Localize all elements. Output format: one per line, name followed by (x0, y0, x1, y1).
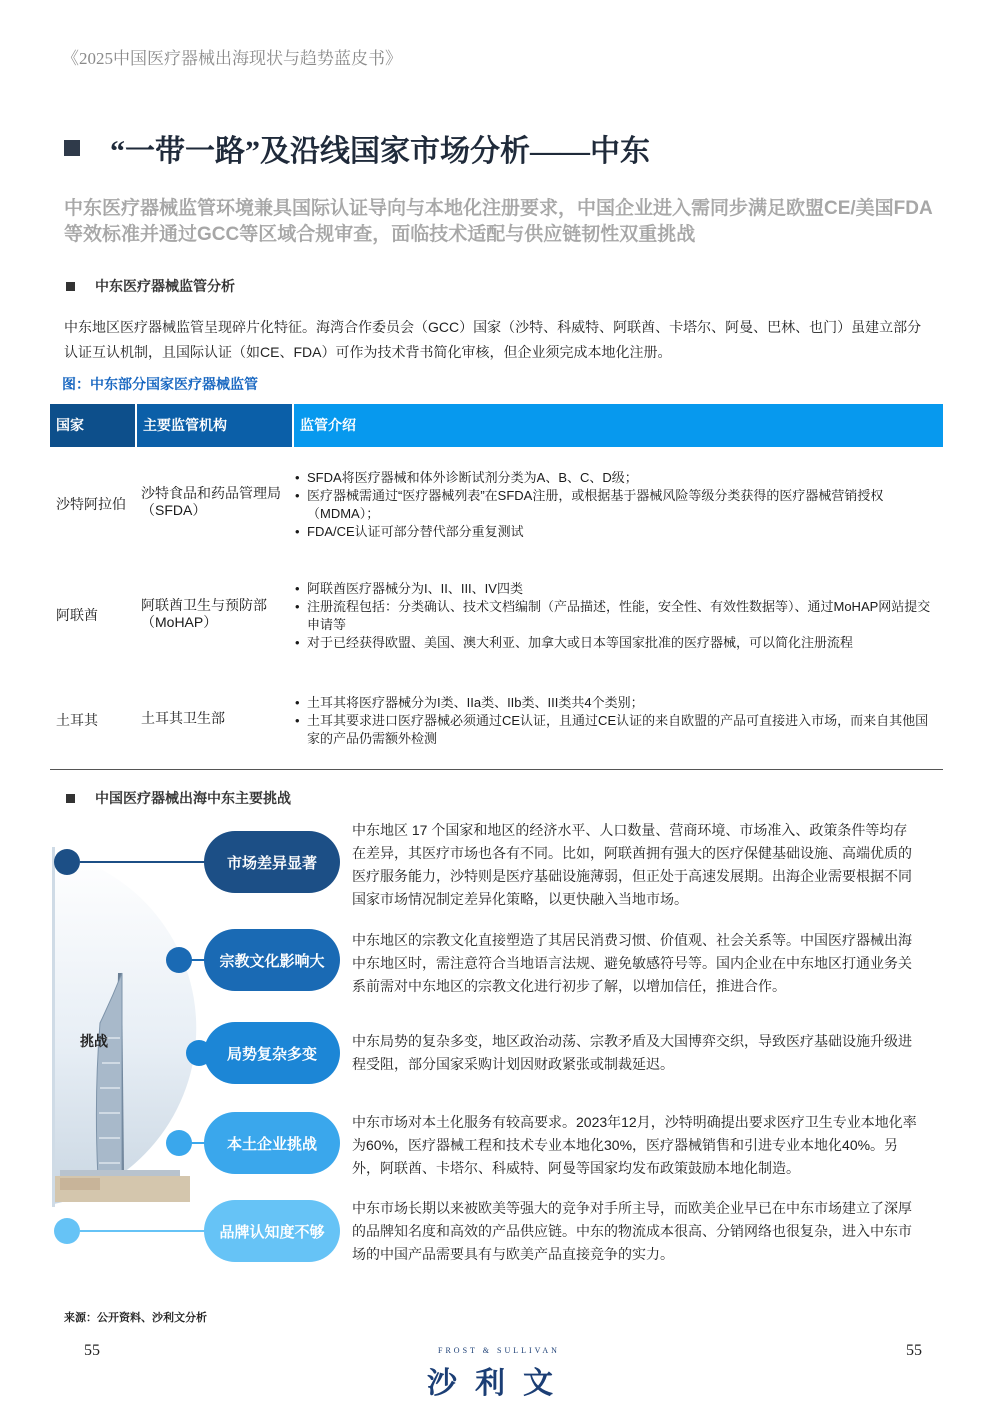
page-number-right: 55 (906, 1342, 922, 1359)
section-heading-regulation (66, 276, 235, 296)
country-cell: 沙特阿拉伯 (56, 496, 126, 512)
table-row (50, 578, 943, 658)
timeline-dot (54, 849, 80, 875)
section-heading-text: 中东医疗器械监管分析 (95, 280, 235, 295)
note-item: • FDA/CE认证可部分替代部分重复测试 (295, 523, 935, 541)
note-item: • 土耳其将医疗器械分为I类、IIa类、IIb类、III类共4个类别； (295, 694, 935, 712)
connector-line (80, 861, 208, 863)
square-bullet-icon (66, 794, 75, 803)
section-heading-text: 中国医疗器械出海中东主要挑战 (95, 792, 291, 807)
section-heading-challenges (66, 788, 291, 808)
source-note: 来源：公开资料、沙利文分析 (64, 1312, 207, 1324)
challenge-text: 中东局势的复杂多变，地区政治动荡、宗教矛盾及大国博弈交织，导致医疗基础设施升级进程受阻，部分国家采购计划因财政紧张或制裁延迟。 (352, 1033, 912, 1072)
timeline-vertical-line (52, 847, 55, 1207)
page-title: “一带一路”及沿线国家市场分析——中东 (110, 135, 650, 168)
note-item: • 阿联酋医疗器械分为I、II、III、IV四类 (295, 580, 935, 598)
challenge-text: 中东市场对本土化服务有较高要求。2023年12月，沙特明确提出要求医疗卫生专业本地化率为60%，医疗器械工程和技术专业本地化30%，医疗器械销售和引进专业本地化40%。另外，阿联酋、卡塔尔、科威特、阿曼等国家均发布政策鼓励本地化制造。 (352, 1114, 917, 1176)
country-cell: 土耳其 (56, 712, 98, 728)
agency-cell: 土耳其卫生部 (141, 710, 225, 726)
note-item: • 医疗器械需通过“医疗器械列表”在SFDA注册，或根据基于器械风险等级分类获得的医疗器械营销授权（MDMA）； (295, 487, 935, 523)
column-header-agency: 主要监管机构 (137, 404, 292, 447)
table-bottom-divider (50, 769, 943, 770)
title-row (64, 126, 650, 170)
challenge-pill-religion-culture: 宗教文化影响大 (204, 929, 340, 991)
table-row (50, 692, 943, 752)
challenge-pill-complex-situation: 局势复杂多变 (204, 1022, 340, 1084)
column-header-notes: 监管介绍 (294, 404, 943, 447)
note-item: • 注册流程包括：分类确认、技术文档编制（产品描述，性能，安全性、有效性数据等）、通过MoHAP网站提交申请等 (295, 598, 935, 634)
document-header: 《2025中国医疗器械出海现状与趋势蓝皮书》 (62, 49, 402, 68)
challenge-text: 中东市场长期以来被欧美等强大的竞争对手所主导，而欧美企业早已在中东市场建立了深厚的品牌知名度和高效的产品供应链。中东的物流成本很高、分销网络也很复杂，进入中东市场的中国产品需要具有与欧美产品直接竞争的实力。 (352, 1200, 912, 1262)
timeline-dot (166, 1130, 192, 1156)
page-number-left: 55 (84, 1342, 100, 1359)
brand-logo-chinese: 沙利文 (427, 1367, 571, 1400)
page-subtitle: 中东医疗器械监管环境兼具国际认证导向与本地化注册要求，中国企业进入需同步满足欧盟CE/美国FDA等效标准并通过GCC等区域合规审查，面临技术适配与供应链韧性双重挑战 (64, 198, 933, 245)
country-cell: 阿联酋 (56, 607, 98, 623)
agency-cell: 沙特食品和药品管理局（SFDA） (141, 485, 281, 518)
table-header (50, 404, 943, 447)
regulation-paragraph: 中东地区医疗器械监管呈现碎片化特征。海湾合作委员会（GCC）国家（沙特、科威特、阿联酋、卡塔尔、阿曼、巴林、也门）虽建立部分认证互认机制，且国际认证（如CE、FDA）可作为技术背书简化审核，但企业须完成本地化注册。 (64, 319, 922, 360)
connector-line (80, 1230, 208, 1232)
note-item: • 对于已经获得欧盟、美国、澳大利亚、加拿大或日本等国家批准的医疗器械，可以简化注册流程 (295, 634, 935, 652)
notes-list (295, 694, 935, 748)
challenge-center-label: 挑战 (80, 1033, 108, 1049)
challenge-pill-market-difference: 市场差异显著 (204, 831, 340, 893)
challenge-pill-local-enterprise: 本土企业挑战 (204, 1112, 340, 1174)
note-item: • 土耳其要求进口医疗器械必须通过CE认证，且通过CE认证的来自欧盟的产品可直接进入市场，而来自其他国家的产品仍需额外检测 (295, 712, 935, 748)
figure-caption: 图：中东部分国家医疗器械监管 (62, 378, 258, 393)
title-square-icon (64, 140, 80, 156)
agency-cell: 阿联酋卫生与预防部（MoHAP） (141, 597, 267, 630)
notes-list (295, 469, 935, 541)
challenge-text: 中东地区 17 个国家和地区的经济水平、人口数量、营商环境、市场准入、政策条件等均存在差异，其医疗市场也各有不同。比如，阿联酋拥有强大的医疗保健基础设施、高端优质的医疗服务能力，沙特则是医疗基础设施薄弱，但正处于高速发展期。出海企业需要根据不同国家市场情况制定差异化策略，以更快融入当地市场。 (352, 822, 912, 907)
timeline-dot (166, 947, 192, 973)
challenge-text: 中东地区的宗教文化直接塑造了其居民消费习惯、价值观、社会关系等。中国医疗器械出海中东地区时，需注意符合当地语言法规、避免敏感符号等。国内企业在中东地区打通业务关系前需对中东地区的宗教文化进行初步了解，以增加信任，推进合作。 (352, 932, 912, 994)
challenge-pill-brand-awareness: 品牌认知度不够 (204, 1200, 340, 1262)
table-row (50, 466, 943, 546)
timeline-dot (54, 1218, 80, 1244)
brand-logo-english: FROST & SULLIVAN (438, 1346, 560, 1355)
column-header-country: 国家 (50, 404, 135, 447)
notes-list (295, 580, 935, 652)
note-item: • SFDA将医疗器械和体外诊断试剂分类为A、B、C、D级； (295, 469, 935, 487)
square-bullet-icon (66, 282, 75, 291)
